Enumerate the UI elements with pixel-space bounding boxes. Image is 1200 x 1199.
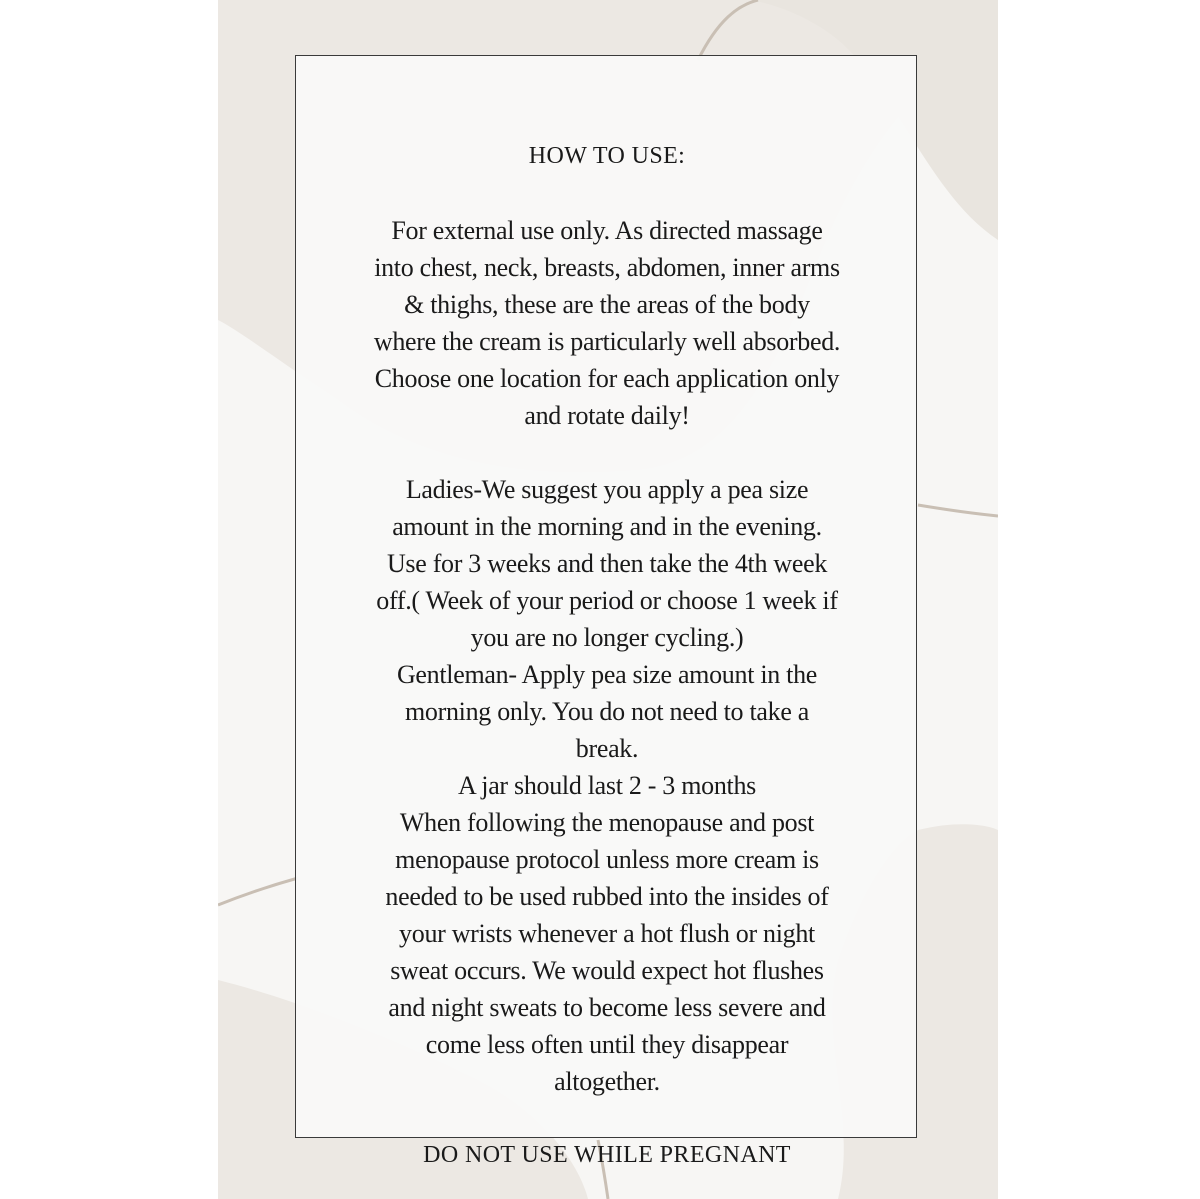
text-line: off.( Week of your period or choose 1 week if	[376, 586, 838, 615]
text-line: where the cream is particularly well absorbed.	[373, 327, 841, 356]
text-line: and night sweats to become less severe and	[388, 993, 826, 1022]
text-line: and rotate daily!	[524, 401, 690, 430]
text-line: A jar should last 2 - 3 months	[458, 771, 756, 800]
spacer	[296, 175, 918, 212]
spacer	[296, 1100, 918, 1137]
text-line: you are no longer cycling.)	[470, 623, 744, 652]
text-line: menopause protocol unless more cream is	[395, 845, 819, 874]
text-line: When following the menopause and post	[399, 808, 815, 837]
usage-paragraph	[296, 212, 918, 434]
dosage-paragraph	[296, 471, 918, 1100]
text-line: Choose one location for each application only	[374, 364, 840, 393]
text-line: break.	[575, 734, 639, 763]
text-line: sweat occurs. We would expect hot flushes	[390, 956, 824, 985]
instructions-text	[296, 138, 918, 1174]
text-line: & thighs, these are the areas of the body	[404, 290, 810, 319]
text-line: your wrists whenever a hot flush or night	[399, 919, 815, 948]
pregnancy-warning: DO NOT USE WHILE PREGNANT	[423, 1142, 791, 1168]
text-line: Ladies-We suggest you apply a pea size	[405, 475, 809, 504]
text-line: altogether.	[554, 1067, 660, 1096]
instructions-card	[295, 55, 917, 1168]
spacer	[296, 434, 918, 471]
text-line: Gentleman- Apply pea size amount in the	[396, 660, 818, 689]
text-line: For external use only. As directed massage	[391, 216, 823, 245]
thin-line-left	[218, 878, 298, 905]
text-line: needed to be used rubbed into the insides of	[385, 882, 829, 911]
text-line: Use for 3 weeks and then take the 4th week	[386, 549, 828, 578]
thin-line-right	[918, 505, 998, 516]
text-line: into chest, neck, breasts, abdomen, inner arms	[374, 253, 840, 282]
heading: HOW TO USE:	[528, 143, 686, 169]
text-line: amount in the morning and in the evening.	[392, 512, 822, 541]
text-line: morning only. You do not need to take a	[404, 697, 810, 726]
text-line: come less often until they disappear	[425, 1030, 789, 1059]
